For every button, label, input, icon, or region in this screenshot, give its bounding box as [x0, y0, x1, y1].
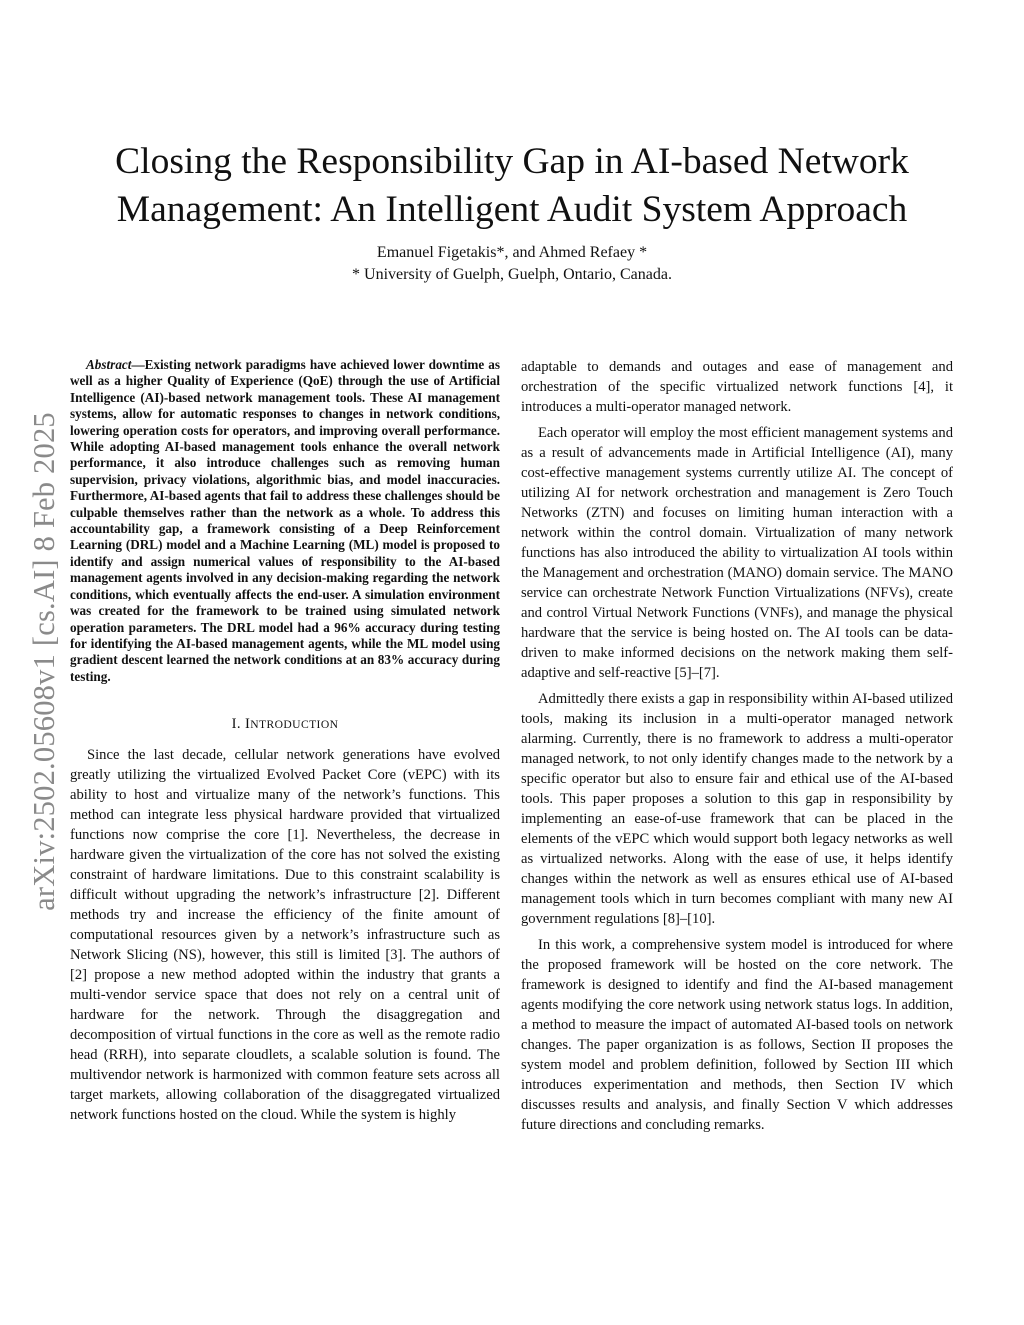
abstract-label: Abstract — [86, 357, 132, 372]
right-column — [521, 357, 953, 1141]
abstract-text: —Existing network paradigms have achieved lower downtime as well as a higher Quality of Experience (QoE) through the use of Artificial Intelligence (AI)-based network management tools. These AI management systems, allow for automatic responses to changes in network conditions, lowering operation costs for operators, and improving overall performance. While adopting AI-based management tools enhance the overall network performance, it also introduce challenges such as removing human supervision, privacy violations, algorithmic bias, and model inaccuracies. Furthermore, AI-based agents that fail to address these challenges should be culpable themselves rather than the network as a whole. To address this accountability gap, a framework consisting of a Deep Reinforcement Learning (DRL) model and a Machine Learning (ML) model is proposed to identify and assign numerical values of responsibility to the AI-based management agents involved in any decision-making regarding the network conditions, which eventually affects the end-user. A simulation environment was created for the framework to be trained using simulated network operation parameters. The DRL model had a 96% accuracy during testing for identifying the AI-based management agents, while the ML model using gradient descent learned the network conditions at an 83% accuracy during testing. — [70, 357, 500, 684]
paper-title-line-2: Management: An Intelligent Audit System Approach — [116, 189, 908, 230]
paper-title — [60, 138, 964, 234]
section-title-rest: NTRODUCTION — [250, 718, 339, 732]
paper-authors: Emanuel Figetakis*, and Ahmed Refaey * — [376, 244, 648, 261]
body-paragraph-continued: adaptable to demands and outages and ease of management and orchestration of the specific virtualized network functions [4], it introduces a multi-operator managed network. — [521, 359, 953, 415]
section-heading-introduction — [70, 714, 500, 735]
body-paragraph-operators: Each operator will employ the most efficient management systems and as a result of advancements made in Artificial Intelligence (AI), many cost-effective management systems currently utilize AI. The concept of utilizing AI for network orchestration and management is Zero Touch Networks (ZTN) and focuses on limiting human interaction with a network within the control domain. Virtualization of many network functions has also introduced the ability to virtualization AI tools within the Management and orchestration (MANO) domain service. The MANO service can orchestrate Network Function Virtualizations (NFVs), create and control Virtual Network Functions (VNFs), and manage the physical hardware that the service is being hosted on. The AI tools can be data-driven to make informed decisions on the network making them self-adaptive and self-reactive [5]–[7]. — [521, 425, 953, 681]
body-paragraph-paper-organization: In this work, a comprehensive system model is introduced for where the proposed framework will be hosted on the core network. The framework is designed to identify and find the AI-based management agents modifying the core network using network status logs. In addition, a method to measure the impact of automated AI-based tools on network changes. The paper organization is as follows, Section II proposes the system model and problem definition, followed by Section III which introduces experimentation and methods, then Section IV which discusses results and analysis, and finally Section V which addresses future directions and concluding remarks. — [521, 937, 953, 1133]
abstract — [70, 357, 500, 685]
paper-title-line-1: Closing the Responsibility Gap in AI-based Network — [115, 141, 909, 182]
section-number: I. — [231, 716, 245, 733]
arxiv-identifier-stamp — [20, 372, 68, 950]
arxiv-identifier-text: arXiv:2502.05608v1 [cs.AI] 8 Feb 2025 — [26, 411, 61, 911]
section-title-initial: I — [244, 716, 251, 733]
left-column — [70, 357, 500, 1131]
body-paragraph-responsibility-gap: Admittedly there exists a gap in responsibility within AI-based utilized tools, making its inclusion in a multi-operator managed network alarming. Currently, there is no framework to address a multi-operator managed network, to not only identify changes made to the network by a specific operator but also to ensure fair and ethical use of the AI-based tools. This paper proposes a solution to this gap in responsibility by implementing an ease-of-use framework that can be placed in the elements of the vEPC which would support both legacy networks as well as virtualized networks. Along with the ease of use, it helps identify changes within the network as well as ensures ethical use of AI-based management tools which in turn becomes compliant with many new AI government regulations [8]–[10]. — [521, 691, 953, 927]
author-affiliation: * University of Guelph, Guelph, Ontario, Canada. — [352, 266, 672, 283]
intro-paragraph: Since the last decade, cellular network generations have evolved greatly utilizing the virtualized Evolved Packet Core (vEPC) with its ability to host and virtualize many of the network’s functions. This method can integrate less physical hardware provided that virtualized functions now comprise the core [1]. Nevertheless, the decrease in hardware given the virtualization of the core has not solved the existing constraint of hardware limitations. Due to this constraint scalability is difficult without upgrading the network’s infrastructure [2]. Different methods try and increase the efficiency of the finite amount of computational resources given by a network’s infrastructure such as Network Slicing (NS), however, this still is limited [3]. The authors of [2] propose a new method adopted within the industry that grants a multi-vendor service space that does not rely on a central unit of hardware for the network. Through the disaggregation and decomposition of virtual functions in the core as well as the remote radio head (RRH), into separate cloudlets, a scalable solution is found. The multivendor network is harmonized with common feature sets across all target markets, allowing collaboration of the disaggregated virtualized network functions hosted on the cloud. While the system is highly — [70, 747, 500, 1124]
